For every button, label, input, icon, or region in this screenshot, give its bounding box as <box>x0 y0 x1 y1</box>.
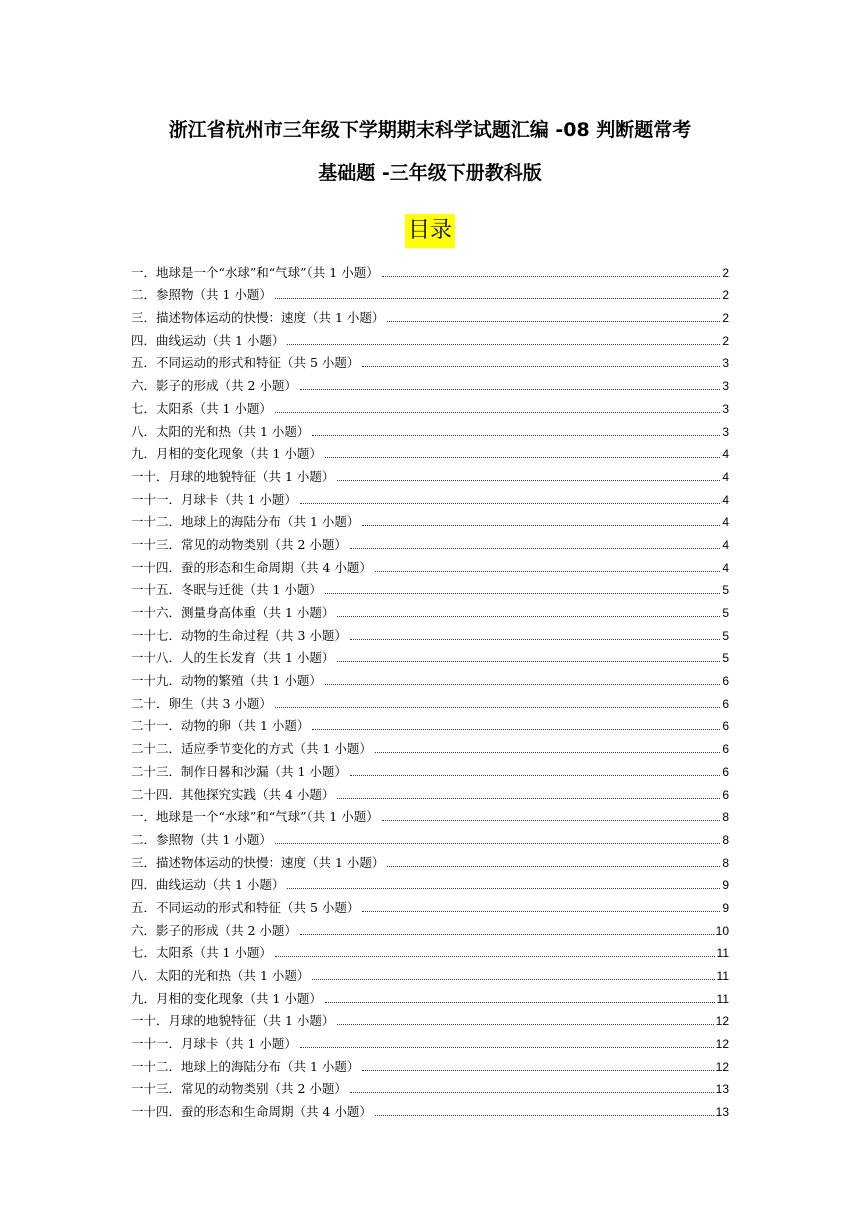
table-of-contents <box>131 258 729 1120</box>
toc-entry-page-number[interactable]: 2 <box>722 333 729 348</box>
toc-dot-leader <box>275 955 715 957</box>
toc-entry-label[interactable]: 二十四．其他探究实践（共 4 小题） <box>131 786 335 802</box>
toc-entry-label[interactable]: 一十四．蚕的形态和生命周期（共 4 小题） <box>131 1104 372 1120</box>
toc-entry-page-number[interactable]: 4 <box>722 560 729 575</box>
toc-entry[interactable] <box>131 417 729 440</box>
toc-entry-label[interactable]: 二十一．动物的卵（共 1 小题） <box>131 718 310 734</box>
toc-dot-leader <box>387 865 720 867</box>
toc-entry-page-number[interactable]: 4 <box>722 515 729 530</box>
toc-dot-leader <box>287 887 720 889</box>
toc-entry[interactable] <box>131 780 729 803</box>
toc-entry-page-number[interactable]: 10 <box>715 923 729 938</box>
toc-entry-page-number[interactable]: 5 <box>722 606 729 620</box>
toc-entry-label[interactable]: 四．曲线运动（共 1 小题） <box>131 332 285 348</box>
toc-entry-label[interactable]: 四．曲线运动（共 1 小题） <box>131 877 285 893</box>
toc-dot-leader <box>300 933 714 935</box>
toc-entry[interactable] <box>131 871 729 894</box>
toc-dot-leader <box>300 1046 714 1048</box>
toc-dot-leader <box>337 479 720 481</box>
toc-dot-leader <box>275 297 720 299</box>
toc-entry-label[interactable]: 六．影子的形成（共 2 小题） <box>131 922 297 938</box>
toc-entry-label[interactable]: 二十．卵生（共 3 小题） <box>131 695 272 711</box>
toc-entry-label[interactable]: 一．地球是一个“水球”和“气球”（共 1 小题） <box>131 809 379 825</box>
toc-dot-leader <box>300 502 720 504</box>
toc-entry-label[interactable]: 二．参照物（共 1 小题） <box>131 831 272 847</box>
toc-entry[interactable] <box>131 825 729 848</box>
toc-dot-leader <box>362 365 720 367</box>
toc-entry-label[interactable]: 一十．月球的地貌特征（共 1 小题） <box>131 468 335 484</box>
toc-entry-page-number[interactable]: 12 <box>715 1037 729 1052</box>
toc-dot-leader <box>287 343 720 345</box>
toc-entry[interactable] <box>131 666 729 689</box>
toc-entry-page-number[interactable]: 5 <box>722 628 729 643</box>
toc-entry[interactable] <box>131 757 729 780</box>
toc-entry-label[interactable]: 三．描述物体运动的快慢：速度（共 1 小题） <box>131 854 385 870</box>
toc-entry-label[interactable]: 一十一．月球卡（共 1 小题） <box>131 491 297 507</box>
toc-entry-label[interactable]: 七．太阳系（共 1 小题） <box>131 400 272 416</box>
toc-entry-label[interactable]: 一．地球是一个“水球”和“气球”（共 1 小题） <box>131 264 379 280</box>
toc-entry-label[interactable]: 九．月相的变化现象（共 1 小题） <box>131 990 322 1006</box>
toc-entry-page-number[interactable]: 3 <box>722 401 729 416</box>
toc-entry-page-number[interactable]: 8 <box>722 855 729 870</box>
toc-entry-page-number[interactable]: 2 <box>722 288 729 303</box>
document-title-line-2: 基础题 -三年级下册教科版 <box>318 162 542 184</box>
toc-entry[interactable] <box>131 281 729 304</box>
toc-entry[interactable] <box>131 530 729 553</box>
toc-entry-page-number[interactable]: 4 <box>722 537 729 552</box>
toc-entry-label[interactable]: 三．描述物体运动的快慢：速度（共 1 小题） <box>131 310 385 326</box>
toc-entry[interactable] <box>131 939 729 962</box>
toc-entry-page-number[interactable]: 4 <box>722 492 729 507</box>
toc-entry-label[interactable]: 一十八．人的生长发育（共 1 小题） <box>131 650 335 666</box>
toc-entry[interactable] <box>131 485 729 508</box>
toc-entry-label[interactable]: 八．太阳的光和热（共 1 小题） <box>131 423 310 439</box>
toc-entry-page-number[interactable]: 3 <box>722 379 729 394</box>
toc-dot-leader <box>275 842 720 844</box>
toc-entry-label[interactable]: 一十二．地球上的海陆分布（共 1 小题） <box>131 1058 360 1074</box>
toc-entry[interactable] <box>131 258 729 281</box>
toc-entry[interactable] <box>131 1075 729 1098</box>
toc-dot-leader <box>375 1114 714 1116</box>
toc-dot-leader <box>312 978 714 980</box>
toc-entry-page-number[interactable]: 9 <box>722 878 729 893</box>
toc-dot-leader <box>387 320 720 322</box>
toc-dot-leader <box>362 910 720 912</box>
toc-entry[interactable] <box>131 553 729 576</box>
toc-entry-label[interactable]: 一十．月球的地貌特征（共 1 小题） <box>131 1013 335 1029</box>
toc-entry-page-number[interactable]: 11 <box>716 946 729 961</box>
toc-entry[interactable] <box>131 893 729 916</box>
toc-entry[interactable] <box>131 1052 729 1075</box>
toc-dot-leader <box>350 774 720 776</box>
toc-dot-leader <box>362 524 720 526</box>
toc-entry-page-number[interactable]: 11 <box>716 969 729 983</box>
toc-entry-page-number[interactable]: 4 <box>722 447 729 462</box>
toc-entry-label[interactable]: 五．不同运动的形式和特征（共 5 小题） <box>131 899 360 915</box>
toc-entry-page-number[interactable]: 2 <box>722 311 729 326</box>
toc-entry-page-number[interactable]: 12 <box>715 1059 729 1074</box>
toc-entry[interactable] <box>131 576 729 599</box>
toc-entry-page-number[interactable]: 5 <box>722 583 729 598</box>
toc-dot-leader <box>350 638 720 640</box>
toc-entry[interactable] <box>131 1097 729 1120</box>
toc-entry[interactable] <box>131 689 729 712</box>
toc-entry-label[interactable]: 一十五．冬眠与迁徙（共 1 小题） <box>131 582 322 598</box>
toc-entry[interactable] <box>131 803 729 826</box>
toc-entry[interactable] <box>131 916 729 939</box>
toc-dot-leader <box>337 615 720 617</box>
toc-dot-leader <box>325 1001 715 1003</box>
toc-entry-label[interactable]: 一十六．测量身高体重（共 1 小题） <box>131 605 335 620</box>
toc-entry[interactable] <box>131 984 729 1007</box>
toc-heading: 目录 <box>405 214 455 248</box>
toc-entry-page-number[interactable]: 6 <box>722 696 729 711</box>
toc-entry[interactable] <box>131 394 729 417</box>
toc-dot-leader <box>350 1091 714 1093</box>
toc-dot-leader <box>382 819 721 821</box>
toc-heading-container <box>0 214 860 248</box>
toc-dot-leader <box>325 456 720 458</box>
toc-entry-page-number[interactable]: 6 <box>722 719 729 734</box>
toc-entry-label[interactable]: 一十七．动物的生命过程（共 3 小题） <box>131 627 347 643</box>
toc-entry[interactable] <box>131 1007 729 1030</box>
toc-entry-page-number[interactable]: 12 <box>715 1014 729 1029</box>
toc-entry-page-number[interactable]: 13 <box>715 1082 729 1097</box>
toc-entry-page-number[interactable]: 9 <box>722 900 729 915</box>
toc-dot-leader <box>350 547 720 549</box>
toc-entry-page-number[interactable]: 6 <box>722 764 729 779</box>
toc-entry[interactable] <box>131 961 729 984</box>
toc-entry-page-number[interactable]: 6 <box>722 674 729 689</box>
toc-entry-label[interactable]: 二十二．适应季节变化的方式（共 1 小题） <box>131 741 372 757</box>
toc-entry-page-number[interactable]: 6 <box>722 742 729 757</box>
toc-dot-leader <box>375 751 720 753</box>
toc-dot-leader <box>362 1069 713 1071</box>
toc-entry-label[interactable]: 二．参照物（共 1 小题） <box>131 287 272 303</box>
toc-dot-leader <box>375 570 720 572</box>
toc-entry[interactable] <box>131 598 729 621</box>
toc-dot-leader <box>325 592 720 594</box>
document-title-line-1: 浙江省杭州市三年级下学期期末科学试题汇编 -08 判断题常考 <box>168 119 692 141</box>
toc-entry[interactable] <box>131 508 729 531</box>
toc-entry-label[interactable]: 一十九．动物的繁殖（共 1 小题） <box>131 673 322 689</box>
toc-dot-leader <box>312 728 720 730</box>
toc-entry[interactable] <box>131 734 729 757</box>
toc-dot-leader <box>300 388 720 390</box>
toc-entry-page-number[interactable]: 2 <box>722 265 729 280</box>
toc-entry-label[interactable]: 九．月相的变化现象（共 1 小题） <box>131 446 322 462</box>
toc-entry-page-number[interactable]: 3 <box>722 424 729 439</box>
toc-entry-label[interactable]: 一十三．常见的动物类别（共 2 小题） <box>131 1081 347 1097</box>
toc-entry-page-number[interactable]: 13 <box>715 1105 729 1120</box>
toc-entry-label[interactable]: 二十三．制作日晷和沙漏（共 1 小题） <box>131 763 347 779</box>
toc-dot-leader <box>337 1023 713 1025</box>
toc-entry[interactable] <box>131 644 729 667</box>
toc-dot-leader <box>275 706 720 708</box>
toc-dot-leader <box>382 275 721 277</box>
toc-entry-label[interactable]: 一十三．常见的动物类别（共 2 小题） <box>131 536 347 552</box>
toc-entry-label[interactable]: 八．太阳的光和热（共 1 小题） <box>131 968 310 983</box>
toc-dot-leader <box>312 434 720 436</box>
toc-entry[interactable] <box>131 326 729 349</box>
toc-dot-leader <box>337 797 720 799</box>
toc-dot-leader <box>325 683 720 685</box>
toc-entry-label[interactable]: 五．不同运动的形式和特征（共 5 小题） <box>131 355 360 371</box>
toc-entry[interactable] <box>131 303 729 326</box>
toc-entry-page-number[interactable]: 3 <box>722 356 729 371</box>
toc-entry[interactable] <box>131 440 729 463</box>
toc-entry-label[interactable]: 一十四．蚕的形态和生命周期（共 4 小题） <box>131 559 372 575</box>
toc-entry[interactable] <box>131 848 729 871</box>
toc-entry-label[interactable]: 六．影子的形成（共 2 小题） <box>131 378 297 394</box>
toc-entry-page-number[interactable]: 8 <box>722 810 729 825</box>
toc-dot-leader <box>337 660 720 662</box>
toc-entry-page-number[interactable]: 11 <box>716 991 729 1006</box>
toc-entry-page-number[interactable]: 5 <box>722 651 729 666</box>
toc-entry[interactable] <box>131 1029 729 1052</box>
toc-entry-page-number[interactable]: 4 <box>722 469 729 484</box>
toc-entry[interactable] <box>131 462 729 485</box>
toc-entry[interactable] <box>131 712 729 735</box>
toc-entry-page-number[interactable]: 8 <box>722 832 729 847</box>
toc-entry-label[interactable]: 一十一．月球卡（共 1 小题） <box>131 1036 297 1052</box>
toc-dot-leader <box>275 411 720 413</box>
toc-entry-label[interactable]: 七．太阳系（共 1 小题） <box>131 945 272 961</box>
toc-entry[interactable] <box>131 371 729 394</box>
toc-entry-page-number[interactable]: 6 <box>722 787 729 802</box>
toc-entry-label[interactable]: 一十二．地球上的海陆分布（共 1 小题） <box>131 514 360 530</box>
toc-entry[interactable] <box>131 349 729 372</box>
toc-entry[interactable] <box>131 621 729 644</box>
